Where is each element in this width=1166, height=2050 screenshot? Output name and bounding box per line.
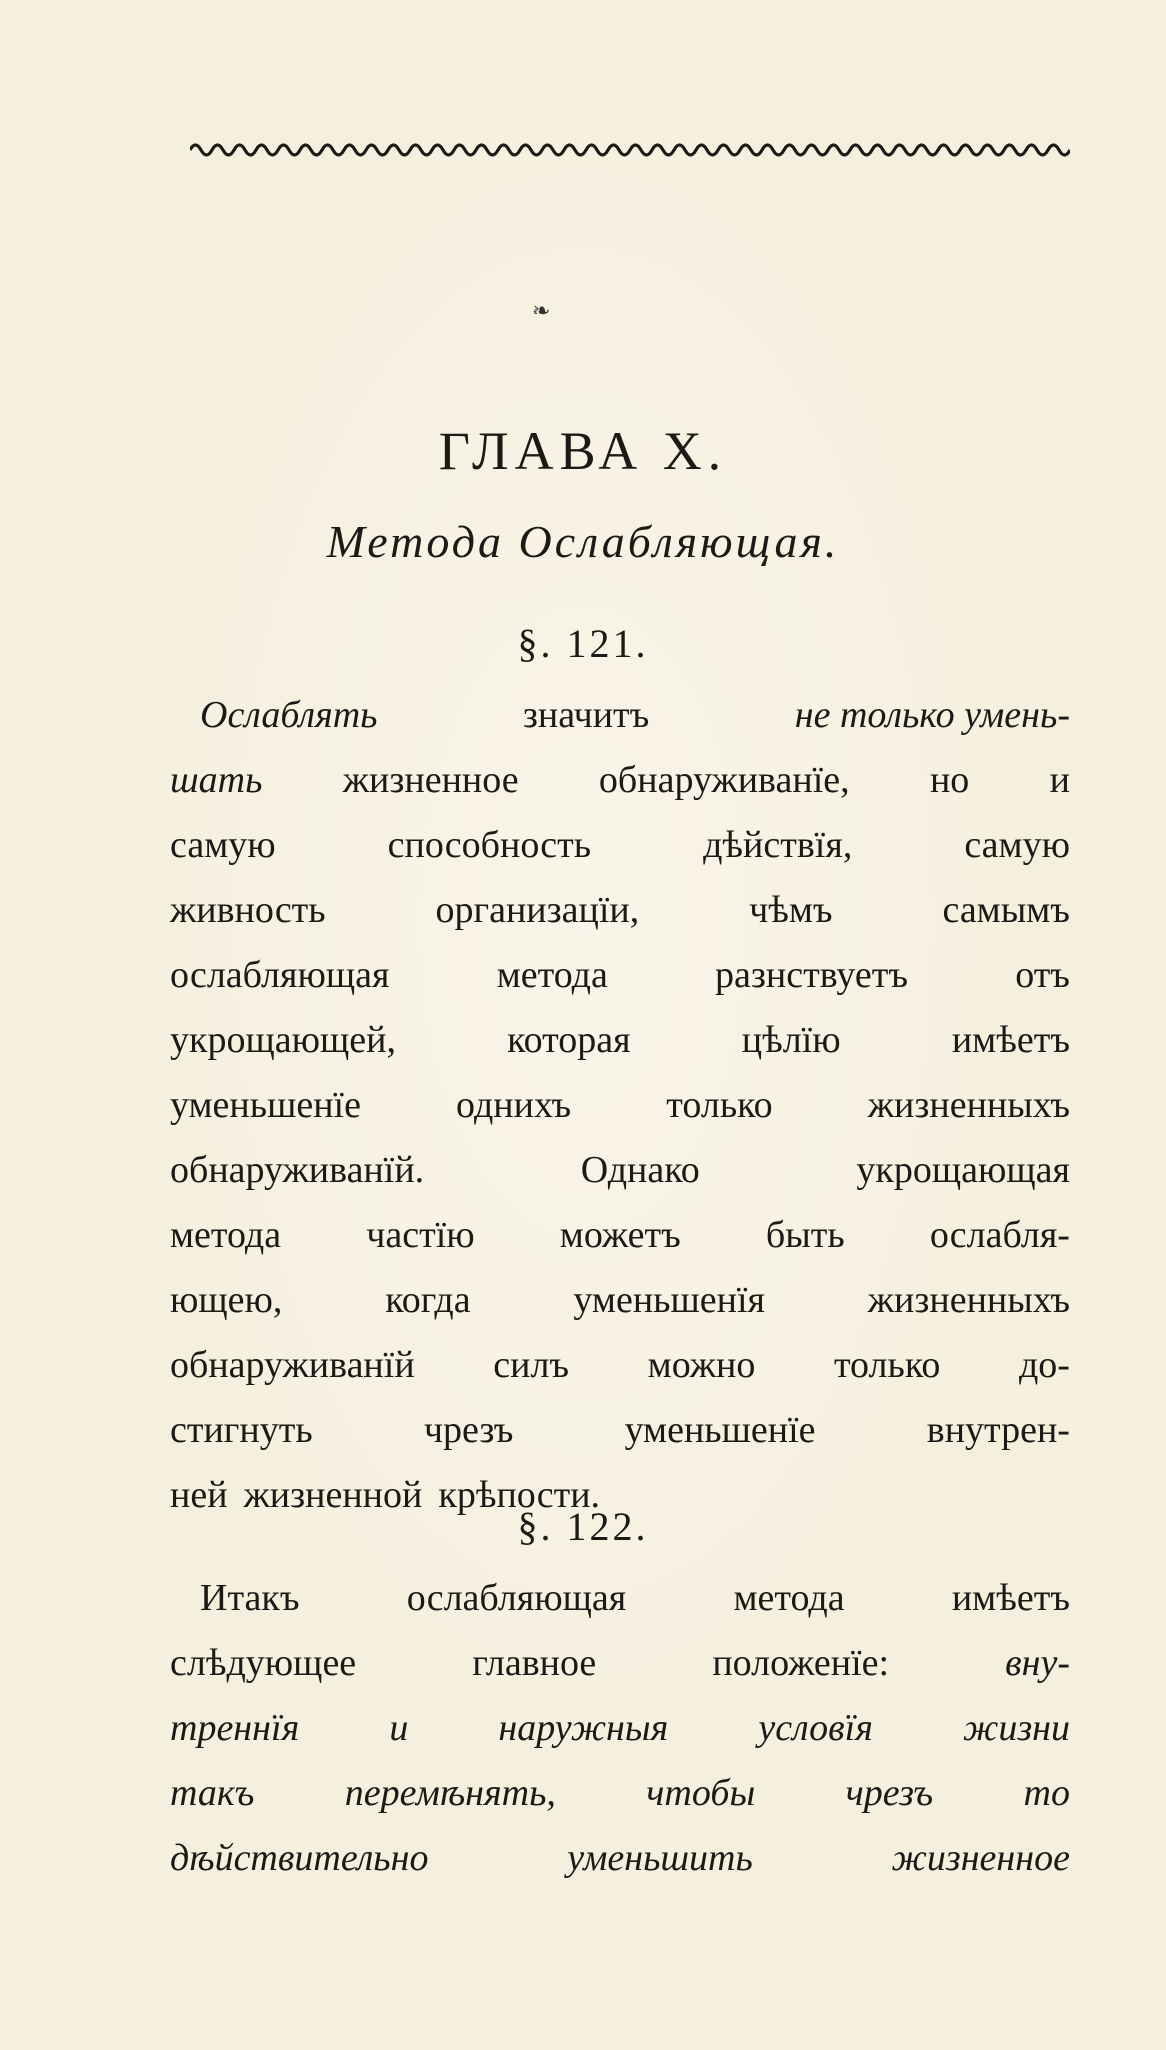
word: частïю (366, 1214, 475, 1256)
word: быть (765, 1214, 845, 1256)
word: уменьшенïе (624, 1409, 816, 1451)
word: главное (472, 1642, 597, 1684)
text-line (170, 1761, 1070, 1826)
word: Ослаблять (200, 694, 378, 736)
word: метода (496, 954, 608, 996)
word: Однако (580, 1149, 700, 1191)
word: Итакъ (200, 1577, 300, 1619)
word: обнаруживанïй. (170, 1149, 425, 1191)
word: ослабляющая (170, 954, 390, 996)
word: можетъ (559, 1214, 681, 1256)
printer-mark: ❧ (532, 298, 551, 323)
decorative-rule (190, 138, 1070, 162)
text-line (170, 878, 1070, 943)
word: самую (170, 824, 276, 866)
section-number: §. 122. (517, 1504, 649, 1549)
word: самымъ (942, 889, 1070, 931)
word: силъ (493, 1344, 570, 1386)
word: только (833, 1344, 941, 1386)
word: укрощающей, (170, 1019, 396, 1061)
word: чрезъ (845, 1772, 934, 1814)
word: уменьшенïя (573, 1279, 765, 1321)
word: внутрен- (926, 1409, 1070, 1451)
word: имѣетъ (951, 1019, 1070, 1061)
word: не только умень- (794, 694, 1070, 736)
word: чтобы (646, 1772, 756, 1814)
word: когда (385, 1279, 471, 1321)
text-line (170, 943, 1070, 1008)
word: укрощающая (856, 1149, 1070, 1191)
word: отъ (1015, 954, 1070, 996)
word: ослабляющая (406, 1577, 627, 1619)
word: уменьшенïе (170, 1084, 361, 1126)
word: чѣмъ (749, 889, 833, 931)
word: дѣйствительно (170, 1837, 429, 1879)
word: значитъ (522, 694, 650, 736)
paragraph (170, 683, 1070, 1528)
word: но (929, 759, 970, 801)
word: стигнуть (170, 1409, 313, 1451)
word: только (666, 1084, 773, 1126)
word: имѣетъ (951, 1577, 1070, 1619)
word: обнаруживанïе, (598, 759, 850, 801)
text-line (170, 748, 1070, 813)
word: метода (733, 1577, 845, 1619)
word: жизненныхъ (867, 1279, 1070, 1321)
word: до- (1018, 1344, 1070, 1386)
word: метода (170, 1214, 282, 1256)
word: и (389, 1707, 409, 1749)
word: дѣйствïя, (703, 824, 853, 866)
word: способность (387, 824, 592, 866)
word: и (1049, 759, 1070, 801)
word: ющею, (170, 1279, 283, 1321)
word: уменьшить (567, 1837, 753, 1879)
text-line (170, 1268, 1070, 1333)
word: жизненное (342, 759, 519, 801)
word: условïя (758, 1707, 873, 1749)
text-line (170, 1826, 1070, 1891)
word: треннïя (170, 1707, 300, 1749)
word: можно (647, 1344, 756, 1386)
word: слѣдующее (170, 1642, 357, 1684)
word: ней (170, 1474, 228, 1516)
word: организацïи, (435, 889, 640, 931)
text-line (170, 683, 1070, 748)
word: крѣпости. (438, 1474, 601, 1516)
text-line (170, 813, 1070, 878)
word: цѣлïю (741, 1019, 841, 1061)
word: жизненныхъ (867, 1084, 1070, 1126)
word: жизненное (891, 1837, 1070, 1879)
text-line (170, 1203, 1070, 1268)
word: перемѣнять, (344, 1772, 556, 1814)
word: разнствуетъ (715, 954, 908, 996)
section-number: §. 121. (517, 621, 649, 666)
text-line (170, 1631, 1070, 1696)
text-line (170, 1696, 1070, 1761)
word: то (1023, 1772, 1070, 1814)
word: чрезъ (423, 1409, 514, 1451)
word: ослабля- (929, 1214, 1070, 1256)
word: жизненной (243, 1474, 423, 1516)
chapter-subtitle: Метода Ослабляющая. (326, 516, 840, 567)
word: однихъ (456, 1084, 572, 1126)
word: шать (170, 759, 263, 801)
word: самую (964, 824, 1070, 866)
text-line (170, 1138, 1070, 1203)
word: живность (170, 889, 326, 931)
text-line (170, 1398, 1070, 1463)
word: жизни (962, 1707, 1070, 1749)
text-line (170, 1073, 1070, 1138)
chapter-title: ГЛАВА X. (438, 421, 728, 481)
word: вну- (1005, 1642, 1070, 1684)
paragraph (170, 1566, 1070, 1891)
text-line (170, 1566, 1070, 1631)
text-line (170, 1333, 1070, 1398)
word: наружныя (498, 1707, 669, 1749)
text-line (170, 1008, 1070, 1073)
word: положенïе: (712, 1642, 890, 1684)
word: обнаруживанïй (170, 1344, 415, 1386)
word: такъ (170, 1772, 255, 1814)
word: которая (507, 1019, 631, 1061)
